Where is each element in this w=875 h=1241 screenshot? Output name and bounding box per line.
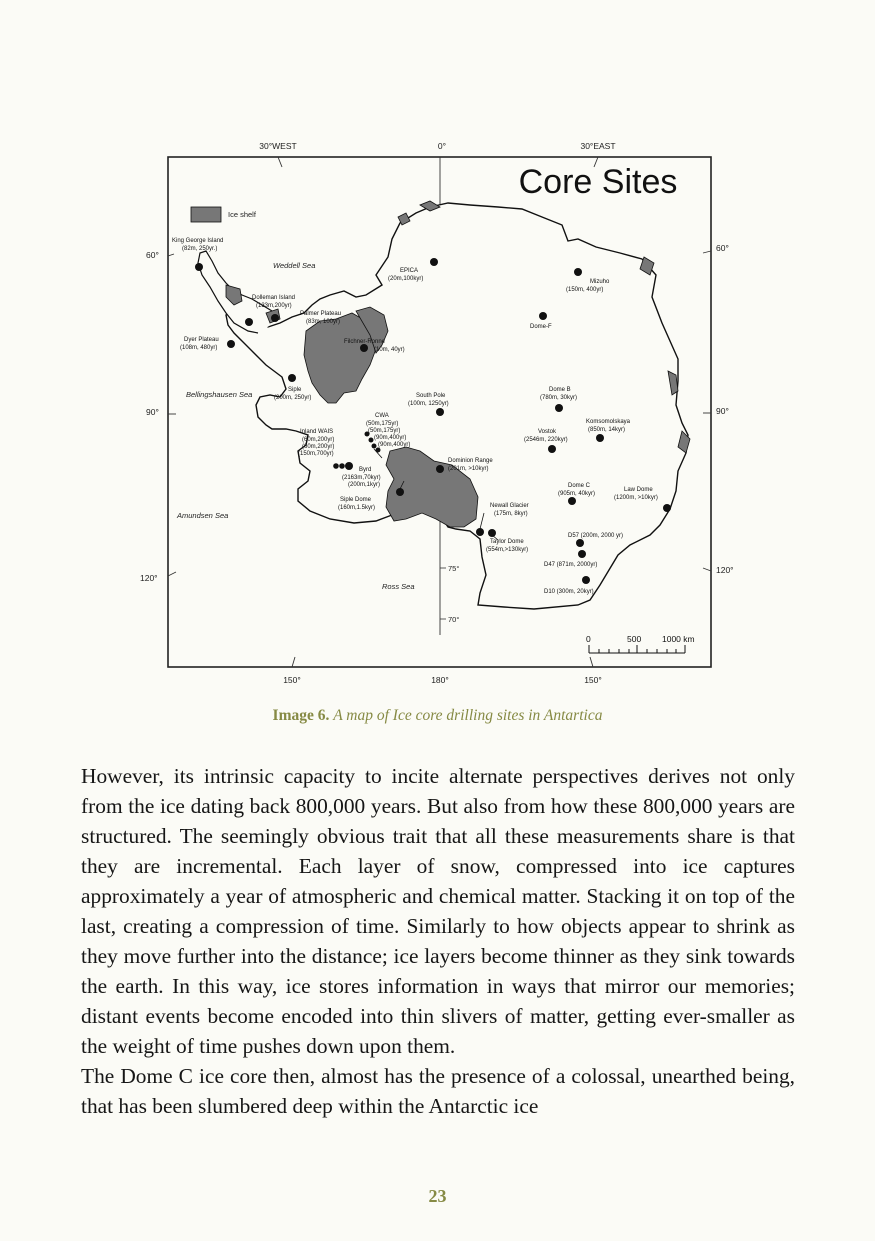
scale-label-500: 500	[627, 634, 642, 644]
site-dot-taylor	[488, 529, 496, 537]
site-label-inland-wais: Inland WAIS (60m,200yr) (60m,200yr) (150m,700yr)	[298, 429, 335, 457]
figure-caption	[0, 707, 875, 725]
site-label-komsomolskaya: Komsomolskaya (850m, 14kyr)	[586, 419, 631, 433]
left-label-90: 90°	[146, 407, 159, 417]
site-dot-mizuho	[574, 268, 582, 276]
site-dot-dome-c	[568, 497, 576, 505]
sea-amundsen: Amundsen Sea	[177, 511, 229, 520]
site-label-mizuho: Mizuho (150m, 400yr)	[566, 279, 610, 293]
site-label-d57: D57 (200m, 2000 yr)	[568, 533, 624, 539]
scale-label-0: 0	[586, 634, 591, 644]
lat-label-75-ross: 75°	[448, 564, 460, 573]
site-dot-siple-dome	[396, 488, 404, 496]
body-text	[81, 761, 795, 1121]
top-label-30w: 30°WEST	[259, 141, 297, 151]
site-label-law-dome: Law Dome (1200m, >10kyr)	[614, 487, 658, 501]
site-label-dome-c: Dome C (905m, 40kyr)	[558, 483, 596, 497]
site-label-siple-dome: Siple Dome (160m,1.5kyr)	[338, 497, 376, 511]
site-dot-vostok	[548, 445, 556, 453]
antarctica-core-sites-map	[130, 135, 750, 695]
site-dot-cwa-3	[372, 444, 377, 449]
bottom-label-150e: 150°	[584, 675, 602, 685]
top-label-30e: 30°EAST	[580, 141, 616, 151]
bottom-label-180: 180°	[431, 675, 449, 685]
map-title: Core Sites	[518, 163, 678, 201]
right-label-120: 120°	[716, 565, 734, 575]
left-label-60: 60°	[146, 250, 159, 260]
bottom-label-150w: 150°	[283, 675, 301, 685]
paragraph-1: However, its intrinsic capacity to incite alternate perspectives derives not only from the ice dating back 800,000 years. But also from how these 800,000 years are structured. The seemingly obvious trait that all these measurements share is that they are incremental. Each layer of snow, compressed into ice captures approximately a year of atmospheric and chemical matter. Stacking it on top of the last, creating a compression of time. Similarly to how objects appear to shrink as they move further into the distance; ice layers become thinner as they sink towards the earth. In this way, ice stores information in ways that mirror our memories; distant events become encoded into thin slivers of matter, getting ever-smaller as the weight of time pushes down upon them.	[81, 764, 795, 1058]
site-dot-siple	[288, 374, 296, 382]
site-dot-newall	[476, 528, 484, 536]
right-label-90: 90°	[716, 406, 729, 416]
site-dot-dolleman	[245, 318, 253, 326]
site-label-filchner: Filchner-Ronne (10m, 40yr)	[344, 339, 405, 353]
right-label-60: 60°	[716, 243, 729, 253]
site-dot-d57	[576, 539, 584, 547]
legend-ice-shelf-label: Ice shelf	[228, 210, 256, 219]
site-dot-law-dome	[663, 504, 671, 512]
page-number: 23	[428, 1186, 447, 1206]
site-label-byrd: Byrd (2163m,70kyr) (200m,1kyr)	[342, 467, 381, 488]
site-label-palmer: Palmer Plateau (83m, 100yr)	[300, 311, 342, 325]
site-dot-dome-b	[555, 404, 563, 412]
site-label-dyer: Dyer Plateau (108m, 480yr)	[180, 337, 219, 351]
site-dot-byrd	[345, 462, 353, 470]
site-label-newall: Newall Glacier (175m, 8kyr)	[490, 503, 529, 517]
legend-ice-shelf-swatch	[191, 207, 221, 222]
top-label-0: 0°	[437, 141, 447, 151]
site-label-epica: EPICA (20m,100kyr)	[388, 268, 424, 282]
site-dot-d47	[578, 550, 586, 558]
site-dot-wais-1	[333, 463, 339, 469]
site-label-d47: D47 (871m, 2000yr)	[544, 562, 598, 568]
site-label-king-george: King George Island (82m, 250yr.)	[172, 238, 224, 252]
site-label-vostok: Vostok (2546m, 220kyr)	[524, 429, 568, 443]
left-label-120: 120°	[140, 573, 158, 583]
site-dot-dominion	[436, 465, 444, 473]
site-label-cwa: CWA (50m,175yr) (50m,175yr) (90m,400yr) (90m,400yr)	[366, 413, 411, 448]
caption-text: A map of Ice core drilling sites in Antartica	[333, 707, 603, 724]
site-dot-dyer	[227, 340, 235, 348]
site-dot-dome-f	[539, 312, 547, 320]
site-dot-king-george	[195, 263, 203, 271]
paragraph-2: The Dome C ice core then, almost has the presence of a colossal, unearthed being, that has been slumbered deep within the Antarctic ice	[81, 1064, 795, 1118]
site-label-south-pole: South Pole (100m, 1250yr)	[408, 393, 449, 407]
site-dot-komsomolskaya	[596, 434, 604, 442]
site-dot-palmer	[271, 314, 279, 322]
caption-label: Image 6.	[272, 707, 330, 724]
site-dot-filchner	[360, 344, 368, 352]
scale-label-1000: 1000 km	[662, 634, 695, 644]
lat-label-70: 70°	[448, 615, 460, 624]
site-label-siple: Siple (200m, 250yr)	[274, 387, 312, 401]
site-dot-epica	[430, 258, 438, 266]
site-dot-south-pole	[436, 408, 444, 416]
site-label-taylor: Taylor Dome (554m,>130kyr)	[486, 539, 529, 553]
site-dot-wais-2	[339, 463, 345, 469]
site-label-dominion: Dominion Range (201m, >10kyr)	[448, 458, 493, 472]
site-dot-cwa-2	[369, 438, 374, 443]
sea-weddell: Weddell Sea	[273, 261, 316, 270]
site-label-dolleman: Dolleman Island (133m,200yr)	[252, 295, 296, 309]
site-label-dome-b: Dome B (780m, 30kyr)	[540, 387, 578, 401]
site-label-d10: D10 (300m, 20kyr)	[544, 589, 594, 595]
site-label-dome-f: Dome-F	[530, 324, 552, 330]
site-dot-d10	[582, 576, 590, 584]
sea-bellingshausen: Bellingshausen Sea	[186, 390, 253, 399]
sea-ross: Ross Sea	[382, 582, 415, 591]
